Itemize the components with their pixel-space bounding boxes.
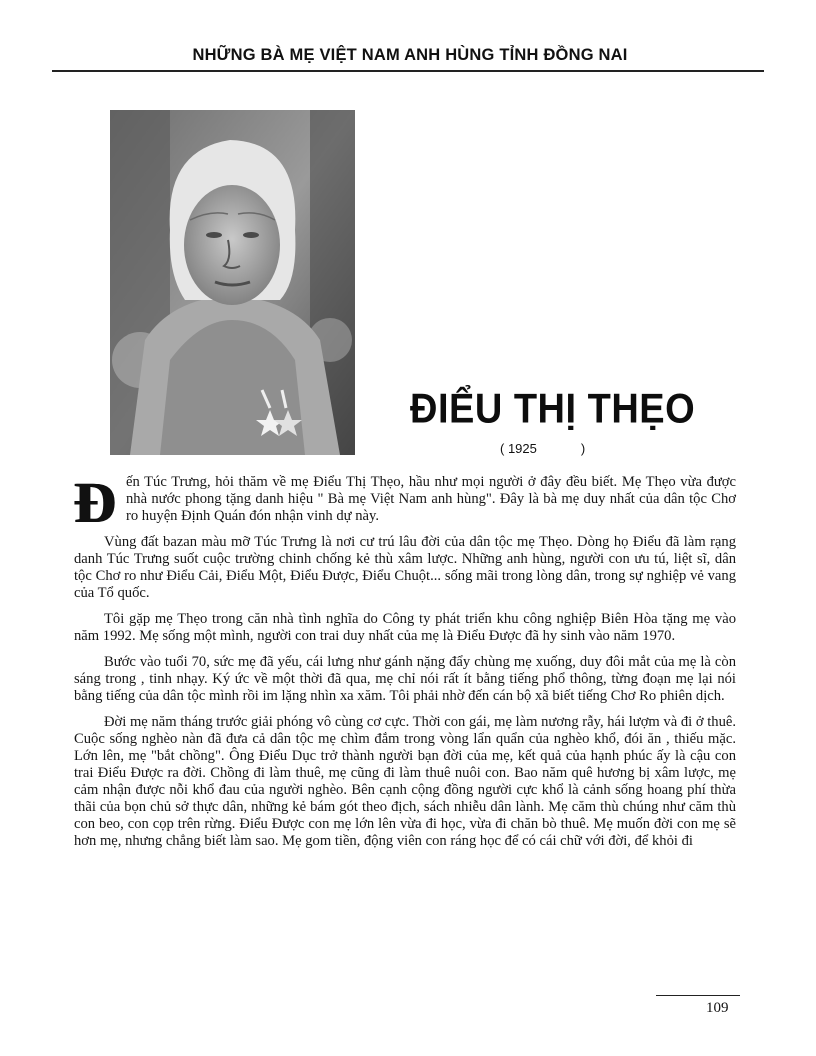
paragraph-5: Đời mẹ năm tháng trước giải phóng vô cùng cơ cực. Thời con gái, mẹ làm nương rẫy, hái lượm và đi ở thuê. Cuộc sống nghèo nàn đã đưa cả dân tộc mẹ chìm đắm trong vòng lẩn quẩn của nghèo khổ, đói ăn , thiếu mặc. Lớn lên, mẹ "bắt chồng". Ông Điểu Dục trở thành người bạn đời của mẹ, kết quả của hạnh phúc ấy là cậu con trai Điểu Được ra đời. Chồng đi làm thuê, mẹ cũng đi làm thuê nuôi con. Bao năm quê hương bị xâm lược, mẹ cảm nhận được nỗi khổ đau của người nghèo. Bên cạnh cộng đồng người cực khổ là cảnh sống hoang phí thừa thãi của bọn chủ sở thực dân, những kẻ bám gót theo địch, sách nhiễu dân lành. Mẹ căm thù chúng như căm thù con beo, con cọp trên rừng. Điểu Được con mẹ lớn lên vừa đi học, vừa đi chăn bò thuê. Mẹ muốn đời con mẹ sẽ hơn mẹ, nhưng chẳng biết làm sao. Mẹ gom tiền, động viên con ráng học để có cái chữ với đời, để khỏi đi — [74, 714, 736, 849]
page-number: 109 — [706, 1000, 729, 1016]
paragraph-3: Tôi gặp mẹ Thẹo trong căn nhà tình nghĩa do Công ty phát triển khu công nghiệp Biên Hòa tặng mẹ vào năm 1992. Mẹ sống một mình, người con trai duy nhất của mẹ là Điểu Được đã hy sinh vào năm 1970. — [74, 611, 736, 644]
footer-divider — [656, 995, 740, 996]
paragraph-1-text: ến Túc Trưng, hỏi thăm về mẹ Điểu Thị Thẹo, hầu như mọi người ở đây đều biết. Mẹ Thẹo vừa được nhà nước phong tặng danh hiệu " Bà mẹ Việt Nam anh hùng". Đây là bà mẹ duy nhất của dân tộc Chơ ro huyện Định Quán đón nhận vinh dự này. — [126, 474, 736, 524]
running-header: NHỮNG BÀ MẸ VIỆT NAM ANH HÙNG TỈNH ĐỒNG NAI — [192, 46, 628, 64]
article-body — [74, 470, 736, 859]
years-open: ( 1925 — [500, 441, 537, 456]
portrait-illustration — [110, 110, 355, 455]
paragraph-1 — [74, 470, 736, 535]
birth-years — [500, 441, 585, 456]
subject-name-heading: ĐIỂU THỊ THẸO — [410, 386, 696, 433]
paragraph-2: Vùng đất bazan màu mỡ Túc Trưng là nơi cư trú lâu đời của dân tộc mẹ Thẹo. Dòng họ Điểu đã làm rạng danh Túc Trưng suốt cuộc trường chinh chống kẻ thù xâm lược. Những anh hùng, người con ưu tú, liệt sĩ, dân tộc Chơ ro như Điểu Cải, Điểu Một, Điểu Được, Điểu Chuột... sống mãi trong lòng dân, trong sự nghiệp vẻ vang của Tổ quốc. — [74, 534, 736, 601]
years-close: ) — [580, 441, 586, 456]
drop-cap: Đ — [74, 470, 116, 535]
portrait-photo — [110, 110, 355, 455]
paragraph-4: Bước vào tuổi 70, sức mẹ đã yếu, cái lưng như gánh nặng đẩy chùng mẹ xuống, duy đôi mắt của mẹ là còn sáng trong , tinh nhạy. Ký ức về một thời đã qua, mẹ chỉ nói rất ít bằng tiếng phổ thông, từng đoạn mẹ lại nói bằng tiếng của dân tộc mình rồi im lặng nhìn xa xăm. Tôi phải nhờ đến cán bộ xã biết tiếng Chơ Ro phiên dịch. — [74, 654, 736, 704]
header-divider — [52, 70, 764, 72]
